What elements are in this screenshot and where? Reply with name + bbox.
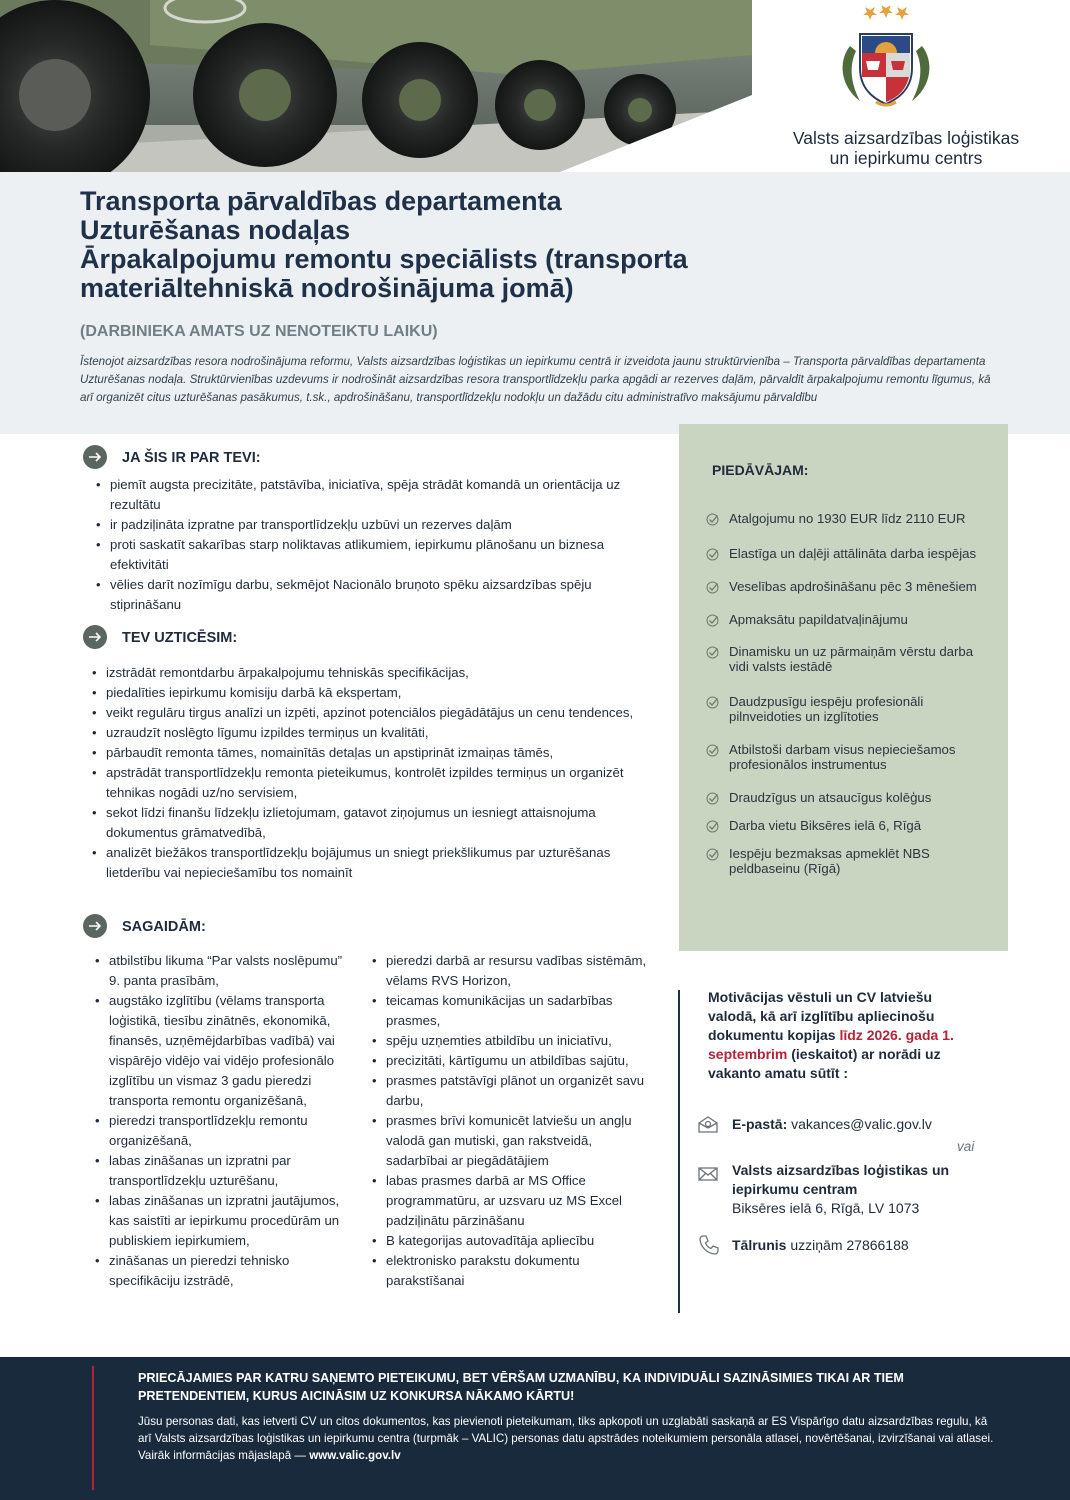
checkmark-icon [706, 548, 719, 561]
task-item [90, 803, 660, 843]
about-you-item [94, 515, 654, 535]
requirement-item-text: prasmes brīvi komunicēt latviešu un angļu valodā gan mutiski, gan rakstveidā, sadarbībai ar piegādātājiem [386, 1113, 632, 1168]
job-title-line3: Ārpakalpojumu remontu speciālists (transporta [80, 244, 688, 274]
requirement-item [370, 991, 652, 1031]
requirement-item-text: B kategorijas autovadītāja apliecību [386, 1233, 595, 1248]
requirement-item [370, 951, 652, 991]
offer-item [706, 694, 996, 724]
task-item [90, 703, 660, 723]
requirement-item-text: elektronisko parakstu dokumentu parakstīšanai [386, 1253, 580, 1288]
arrow-right-icon [83, 914, 107, 938]
task-item-text: izstrādāt remontdarbu ārpakalpojumu tehniskās specifikācijas, [106, 665, 469, 680]
offer-item [706, 742, 996, 772]
website-link[interactable]: www.valic.gov.lv [309, 1449, 401, 1462]
requirement-item-text: prasmes patstāvīgi plānot un organizēt savu darbu, [386, 1073, 645, 1108]
intro-paragraph: Īstenojot aizsardzības resora nodrošinājuma reformu, Valsts aizsardzības loģistikas un iepirkumu centrā ir izveidota jaunu struktūrvienība – Transporta pārvaldības departamenta Uzturēšanas nodaļa. Struktūrvienības uzdevums ir nodrošināt aizsardzības resora transportlīdzekļu parka apgādi ar rezerves daļām, pārvaldīt ārpakalpojumu remontu līgumus, kā arī organizēt citus uzturēšanas pasākumus, t.sk., apdrošināšanu, transportlīdzekļu nodokļu un dažādu citu administratīvo maksājumu pārvaldību [80, 355, 991, 404]
offer-item-text: Draudzīgus un atsaucīgus kolēģus [729, 790, 932, 805]
requirement-item-text: augstāko izglītību (vēlams transporta loģistikā, tiesību zinātnēs, ekonomikā, finansēs, uzņēmējdarbības vadībā) vai vispārējo vidējo vai vidējo profesionālo izglītību un vismaz 3 gadu pieredzi transporta remontu organizēšanā, [109, 993, 335, 1108]
requirement-item [93, 1251, 355, 1291]
requirement-item-text: labas zināšanas un izpratni jautājumos, kas saistīti ar iepirkumu procedūrām un publiskiem iepirkumiem, [109, 1193, 340, 1248]
instructions-text-end: (ieskaitot) ar norādi uz vakanto amatu sūtīt : [708, 1046, 941, 1081]
about-you-item-text: vēlies darīt nozīmīgu darbu, sekmējot Nacionālo bruņoto spēku aizsardzības spēju stiprināšanu [110, 577, 592, 612]
offer-item-text: Atbilstoši darbam visus nepieciešamos profesionālos instrumentus [729, 742, 956, 772]
checkmark-icon [706, 646, 719, 659]
requirement-item-text: pieredzi transportlīdzekļu remontu organizēšanā, [109, 1113, 308, 1148]
requirement-item [370, 1111, 652, 1171]
task-item [90, 763, 660, 803]
checkmark-icon [706, 848, 719, 861]
envelope-icon [697, 1163, 719, 1185]
requirement-item [93, 951, 355, 991]
phone-number[interactable]: uzziņām 27866188 [790, 1237, 909, 1253]
task-item-text: apstrādāt transportlīdzekļu remonta pieteikumus, kontrolēt izpildes termiņus un organizēt tehnikas nogādi uz/no servisiem, [106, 765, 624, 800]
org-name-line2: un iepirkumu centrs [829, 148, 983, 168]
offer-item [706, 579, 996, 594]
application-deadline: līdz 2026. gada 1. septembrim [708, 1027, 954, 1062]
section-requirements-title: SAGAIDĀM: [122, 919, 206, 935]
task-item [90, 663, 660, 683]
requirement-item-text: labas prasmes darbā ar MS Office programmatūru, ar uzsvaru uz MS Excel padziļinātu pārzināšanu [386, 1173, 622, 1228]
footer-notice: PRIECĀJAMIES PAR KATRU SAŅEMTO PIETEIKUMU, BET VĒRŠAM UZMANĪBU, KA INDIVIDUĀLI SAZINĀSIMIES TIKAI AR TIEM PRETENDENTIEM, KURUS AICINĀSIM UZ KONKURSA NĀKAMO KĀRTU! [138, 1371, 904, 1403]
org-name-line1: Valsts aizsardzības loģistikas [792, 128, 1020, 148]
checkmark-icon [706, 744, 719, 757]
tasks-list [90, 663, 660, 883]
contact-divider [678, 990, 680, 1313]
hero-photo [0, 0, 752, 172]
job-title [80, 187, 980, 303]
job-title-line4: materiāltehniskā nodrošinājuma jomā) [80, 273, 574, 303]
job-title-line2: Uzturēšanas nodaļas [80, 215, 351, 245]
requirements-list-col1 [93, 951, 355, 1291]
requirement-item [370, 1171, 652, 1231]
coat-of-arms-icon [830, 6, 942, 108]
offer-item [706, 818, 996, 833]
email-icon [697, 1114, 719, 1136]
offer-item [706, 790, 996, 805]
offer-item [706, 612, 996, 627]
task-item-text: pārbaudīt remonta tāmes, nomainītās detaļas un apstiprināt izmaiņas tāmēs, [106, 745, 554, 760]
email-address[interactable]: vakances@valic.gov.lv [791, 1116, 932, 1132]
offer-title: PIEDĀVĀJAM: [712, 462, 809, 478]
task-item [90, 743, 660, 763]
about-you-item-text: ir padziļināta izpratne par transportlīdzekļu uzbūvi un rezerves daļām [110, 517, 512, 532]
phone-icon [698, 1234, 720, 1256]
task-item-text: veikt regulāru tirgus analīzi un izpēti, apzinot potenciālos piegādātājus un cenu tendences, [106, 705, 634, 720]
checkmark-icon [706, 513, 719, 526]
footer-accent-bar [92, 1366, 94, 1490]
offer-item-text: Iespēju bezmaksas apmeklēt NBS peldbaseinu (Rīgā) [729, 846, 930, 876]
requirement-item-text: labas zināšanas un izpratni par transportlīdzekļu uzturēšanu, [109, 1153, 291, 1188]
requirement-item-text: precizitāti, kārtīgumu un atbildības sajūtu, [386, 1053, 629, 1068]
requirement-item [370, 1051, 652, 1071]
requirement-item [370, 1031, 652, 1051]
requirement-item-text: teicamas komunikācijas un sadarbības prasmes, [386, 993, 613, 1028]
task-item [90, 843, 660, 883]
checkmark-icon [706, 820, 719, 833]
arrow-right-icon [83, 445, 107, 469]
application-instructions [708, 988, 973, 1083]
offer-item [706, 511, 996, 526]
offer-item-text: Apmaksātu papildatvaļinājumu [729, 612, 908, 627]
footer-privacy-text [138, 1413, 998, 1464]
contact-email-row [732, 1115, 932, 1134]
contact-post-row [732, 1161, 977, 1218]
email-label: E-pastā: [732, 1116, 788, 1132]
offer-item [706, 846, 996, 876]
about-you-list [94, 475, 654, 615]
requirement-item [370, 1231, 652, 1251]
or-separator: vai [957, 1139, 975, 1154]
offer-item-text: Atalgojumu no 1930 EUR līdz 2110 EUR [729, 511, 966, 526]
about-you-item [94, 535, 654, 575]
offer-item-text: Veselības apdrošināšanu pēc 3 mēnešiem [729, 579, 977, 594]
post-recipient: Valsts aizsardzības loģistikas un iepirkumu centram [732, 1162, 950, 1197]
about-you-item [94, 475, 654, 515]
requirement-item [93, 991, 355, 1111]
employment-type: (DARBINIEKA AMATS UZ NENOTEIKTU LAIKU) [80, 323, 438, 340]
requirements-list-col2 [370, 951, 652, 1291]
section-tasks-title: TEV UZTICĒSIM: [122, 630, 238, 646]
checkmark-icon [706, 792, 719, 805]
requirement-item-text: zināšanas un pieredzi tehnisko specifikāciju izstrādē, [109, 1253, 290, 1288]
about-you-item-text: piemīt augsta precizitāte, patstāvība, iniciatīva, spēja strādāt komandā un orientācija uz rezultātu [110, 477, 621, 512]
task-item-text: sekot līdzi finanšu līdzekļu izlietojumam, gatavot ziņojumus un iesniegt attaisnojuma dokumentus grāmatvedībā, [106, 805, 596, 840]
requirement-item-text: pieredzi darbā ar resursu vadības sistēmām, vēlams RVS Horizon, [386, 953, 647, 988]
post-address: Biksēres ielā 6, Rīgā, LV 1073 [732, 1200, 920, 1216]
task-item-text: piedalīties iepirkumu komisiju darbā kā ekspertam, [106, 685, 402, 700]
checkmark-icon [706, 581, 719, 594]
instructions-text-start: Motivācijas vēstuli un CV latviešu valodā, kā arī izglītību apliecinošu dokumentu kopijas [708, 989, 935, 1043]
offer-list [706, 511, 996, 876]
task-item [90, 723, 660, 743]
offer-item [706, 546, 996, 561]
requirement-item [93, 1191, 355, 1251]
requirement-item [370, 1071, 652, 1111]
task-item-text: uzraudzīt noslēgto līgumu izpildes termiņus un kvalitāti, [106, 725, 429, 740]
section-about-you-title: JA ŠIS IR PAR TEVI: [122, 450, 261, 466]
requirement-item [93, 1111, 355, 1151]
offer-item-text: Daudzpusīgu iespēju profesionāli pilnveidoties un izglītoties [729, 694, 924, 724]
arrow-right-icon [83, 625, 107, 649]
task-item [90, 683, 660, 703]
job-title-line1: Transporta pārvaldības departamenta [80, 186, 562, 216]
requirement-item [370, 1251, 652, 1291]
contact-phone-row [732, 1236, 909, 1255]
offer-item-text: Dinamisku un uz pārmaiņām vērstu darba vidi valsts iestādē [729, 644, 974, 674]
checkmark-icon [706, 614, 719, 627]
organization-name [756, 128, 1056, 168]
requirement-item [93, 1151, 355, 1191]
offer-item-text: Darba vietu Biksēres ielā 6, Rīgā [729, 818, 922, 833]
about-you-item [94, 575, 654, 615]
requirement-item-text: atbilstību likuma “Par valsts noslēpumu” 9. panta prasībām, [109, 953, 343, 988]
task-item-text: analizēt biežākos transportlīdzekļu bojājumus un sniegt priekšlikumus par uzturēšanas lietderību vai nepieciešamību tos nomainīt [106, 845, 611, 880]
about-you-item-text: proti saskatīt sakarības starp noliktavas atlikumiem, iepirkumu plānošanu un biznesa efektivitāti [110, 537, 605, 572]
offer-item [706, 644, 996, 674]
offer-item-text: Elastīga un daļēji attālināta darba iespējas [729, 546, 977, 561]
checkmark-icon [706, 696, 719, 709]
privacy-text: Jūsu personas dati, kas ietverti CV un citos dokumentos, kas pievienoti pieteikumam, tiks apkopoti un uzglabāti saskaņā ar ES Vispārīgo datu aizsardzības regulu, kā arī Valsts aizsardzības loģistikas un iepirkumu centra (turpmāk – VALIC) personas datu apstrādes noteikumiem personāla atlasei, novērtēšanai, izvirzīšanai vai atlasei. Vairāk informācijas mājaslapā — [138, 1415, 994, 1462]
phone-label: Tālrunis [732, 1237, 787, 1253]
requirement-item-text: spēju uzņemties atbildību un iniciatīvu, [386, 1033, 612, 1048]
